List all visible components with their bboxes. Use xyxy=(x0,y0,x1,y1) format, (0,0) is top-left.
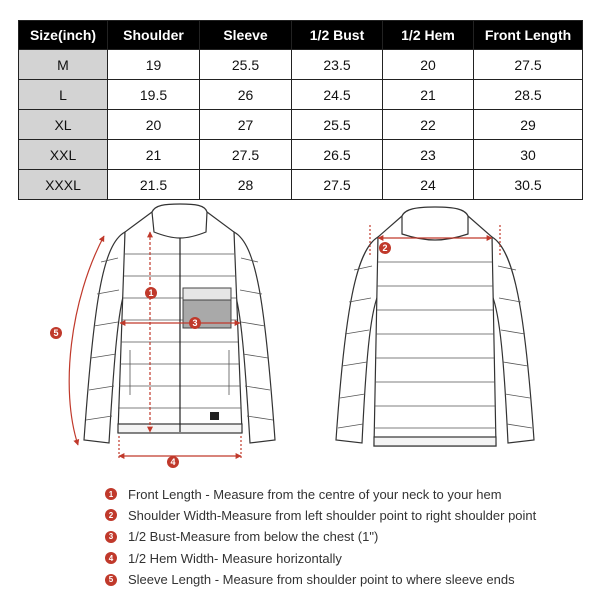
back-hem-band xyxy=(374,437,496,446)
back-collar xyxy=(402,207,468,240)
table-cell: 27.5 xyxy=(292,170,383,200)
size-cell: XL xyxy=(19,110,108,140)
table-row xyxy=(19,110,583,140)
legend-number-badge: 2 xyxy=(105,509,117,521)
legend-number-badge: 3 xyxy=(105,531,117,543)
header-front-length: Front Length xyxy=(474,21,583,50)
table-cell: 21 xyxy=(383,80,474,110)
back-left-sleeve xyxy=(336,237,378,443)
table-row xyxy=(19,170,583,200)
size-cell: M xyxy=(19,50,108,80)
header-half-bust: 1/2 Bust xyxy=(292,21,383,50)
marker-4-label: 4 xyxy=(170,457,176,467)
table-cell: 26.5 xyxy=(292,140,383,170)
table-cell: 20 xyxy=(108,110,200,140)
table-header-row xyxy=(19,21,583,50)
header-shoulder: Shoulder xyxy=(108,21,200,50)
legend-number-badge: 5 xyxy=(105,574,117,586)
table-cell: 25.5 xyxy=(200,50,292,80)
table-cell: 25.5 xyxy=(292,110,383,140)
table-cell: 20 xyxy=(383,50,474,80)
table-cell: 24 xyxy=(383,170,474,200)
header-size: Size(inch) xyxy=(19,21,108,50)
size-cell: XXL xyxy=(19,140,108,170)
size-cell: XXXL xyxy=(19,170,108,200)
back-right-sleeve xyxy=(492,237,534,443)
table-cell: 21 xyxy=(108,140,200,170)
table-cell: 30 xyxy=(474,140,583,170)
table-cell: 27 xyxy=(200,110,292,140)
table-cell: 29 xyxy=(474,110,583,140)
header-half-hem: 1/2 Hem xyxy=(383,21,474,50)
table-row xyxy=(19,80,583,110)
front-chest-pocket-flap xyxy=(183,288,231,300)
jacket-measurement-diagram xyxy=(0,200,600,475)
table-cell: 27.5 xyxy=(474,50,583,80)
table-cell: 22 xyxy=(383,110,474,140)
front-collar xyxy=(152,204,207,238)
table-cell: 21.5 xyxy=(108,170,200,200)
size-chart-table xyxy=(18,20,583,200)
table-cell: 23 xyxy=(383,140,474,170)
table-cell: 28 xyxy=(200,170,292,200)
legend-item xyxy=(105,548,595,568)
table-cell: 26 xyxy=(200,80,292,110)
table-cell: 27.5 xyxy=(200,140,292,170)
table-cell: 24.5 xyxy=(292,80,383,110)
marker-2-label: 2 xyxy=(382,243,388,253)
measurement-legend xyxy=(105,484,595,591)
legend-item xyxy=(105,527,595,547)
table-row xyxy=(19,140,583,170)
legend-item xyxy=(105,484,595,504)
marker-5-label: 5 xyxy=(53,328,59,338)
table-cell: 30.5 xyxy=(474,170,583,200)
legend-text: Sleeve Length - Measure from shoulder point to where sleeve ends xyxy=(128,572,515,588)
legend-number-badge: 1 xyxy=(105,488,117,500)
size-cell: L xyxy=(19,80,108,110)
marker-3-label: 3 xyxy=(192,318,198,328)
legend-text: Shoulder Width-Measure from left shoulder point to right shoulder point xyxy=(128,507,537,523)
marker-1-label: 1 xyxy=(148,288,154,298)
header-sleeve: Sleeve xyxy=(200,21,292,50)
legend-item xyxy=(105,570,595,590)
legend-text: Front Length - Measure from the centre of your neck to your hem xyxy=(128,486,502,502)
legend-text: 1/2 Bust-Measure from below the chest (1") xyxy=(128,529,379,545)
front-logo-patch xyxy=(210,412,219,420)
jacket-back xyxy=(336,207,534,446)
table-row xyxy=(19,50,583,80)
legend-text: 1/2 Hem Width- Measure horizontally xyxy=(128,550,342,566)
legend-item xyxy=(105,505,595,525)
legend-number-badge: 4 xyxy=(105,552,117,564)
table-cell: 28.5 xyxy=(474,80,583,110)
table-cell: 23.5 xyxy=(292,50,383,80)
back-body xyxy=(374,216,496,446)
table-cell: 19 xyxy=(108,50,200,80)
table-cell: 19.5 xyxy=(108,80,200,110)
